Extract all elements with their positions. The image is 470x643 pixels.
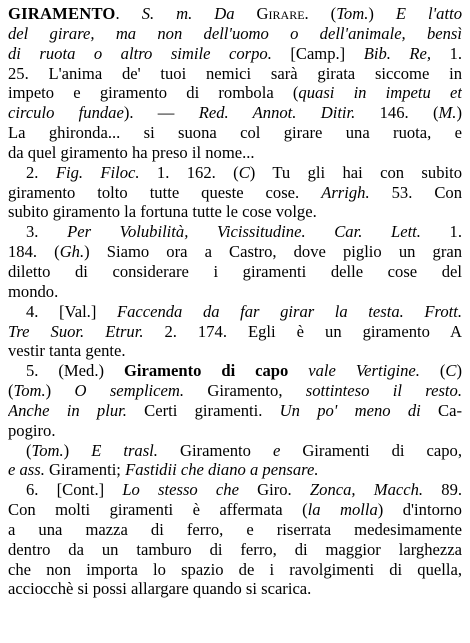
entry-text: subito giramento la fortuna tutte le cose volge. <box>8 202 317 222</box>
entry-text: S. m. Da <box>141 4 257 23</box>
entry-line <box>8 4 462 24</box>
entry-text: Tom. <box>31 440 64 460</box>
entry-text: E l'atto <box>395 4 462 23</box>
entry-line <box>8 500 462 520</box>
entry-text: C <box>238 162 250 182</box>
entry-line <box>8 361 462 381</box>
entry-line <box>8 83 462 103</box>
entry-text: Tre Suor. Etrur. <box>8 321 144 341</box>
entry-line <box>8 222 462 242</box>
entry-text: 146. ( <box>355 103 439 123</box>
entry-text: del girare, ma non dell'uomo o dell'animale, bensì <box>8 23 462 43</box>
entry-text: 3. <box>26 222 68 242</box>
entry-text: ). — <box>123 103 199 123</box>
entry-line <box>8 381 462 401</box>
entry-line <box>8 421 462 441</box>
entry-line <box>8 242 462 262</box>
entry-line <box>8 520 462 540</box>
entry-text: ) <box>456 361 462 381</box>
entry-text: Red. Annot. Ditir. <box>198 103 356 123</box>
entry-text: e <box>272 440 281 460</box>
entry-text: . ( <box>304 4 337 23</box>
entry-text: ) <box>368 4 396 23</box>
entry-text: 89. <box>423 480 462 500</box>
entry-line <box>8 401 462 421</box>
entry-text: giramento tolto tutte queste cose. <box>8 182 322 202</box>
entry-text: la molla <box>307 500 378 520</box>
entry-line <box>8 64 462 84</box>
entry-text: ( <box>8 381 14 401</box>
entry-line <box>8 183 462 203</box>
entry-text <box>288 361 308 380</box>
entry-text: vale Vertigine. <box>308 361 420 381</box>
entry-text: 53. Con <box>369 182 462 202</box>
entry-text: diletto di considerare i giramenti delle cose del <box>8 261 462 281</box>
entry-text: ) <box>456 103 462 123</box>
entry-line <box>8 441 462 461</box>
entry-text: M. <box>438 103 457 123</box>
entry-text: e ass. <box>8 460 45 480</box>
entry-text: 5. (Med.) <box>26 361 124 381</box>
entry-text: Zonca, Macch. <box>309 480 424 500</box>
entry-text: Girare <box>256 4 305 23</box>
entry-headword: GIRAMENTO <box>8 4 116 23</box>
entry-text: Un po' meno di <box>279 400 421 420</box>
entry-text: Anche in plur. <box>8 400 127 420</box>
entry-line <box>8 163 462 183</box>
entry-text: ( <box>419 361 446 381</box>
entry-text: Fastidii che diano a pensare. <box>125 460 319 480</box>
entry-text: Certi giramenti. <box>126 400 280 420</box>
entry-line <box>8 560 462 580</box>
entry-line <box>8 262 462 282</box>
entry-text: Giramento, <box>184 381 306 401</box>
entry-text: Lo stesso che <box>122 480 239 500</box>
entry-text: 6. [Cont.] <box>26 480 123 500</box>
entry-text: vestir tanta gente. <box>8 341 126 361</box>
entry-text: Ca- <box>420 400 462 420</box>
entry-text: Giro. <box>238 480 310 500</box>
entry-text: circulo fundae <box>8 103 124 123</box>
entry-text: dentro da un tamburo di ferro, di maggior larghezza <box>8 539 462 559</box>
entry-text: 4. [Val.] <box>26 301 117 321</box>
entry-text: 1. 162. ( <box>139 162 239 182</box>
dictionary-entry-giramento <box>8 4 462 599</box>
entry-line <box>8 24 462 44</box>
entry-text: 25. L'anima de' tuoi nemici sarà girata siccome in <box>8 63 462 83</box>
entry-text: O semplicem. <box>74 381 185 401</box>
entry-text: impeto e giramento di rombola ( <box>8 83 299 103</box>
entry-text: a una mazza di ferro, e riserrata medesimamente <box>8 519 462 539</box>
entry-text: Giramenti; <box>44 460 126 480</box>
entry-text: 1. <box>431 43 462 63</box>
entry-text: Giramento <box>157 440 273 460</box>
entry-text: Bib. Re, <box>363 43 432 63</box>
entry-text: Tom. <box>13 381 46 401</box>
entry-text: da quel giramento ha preso il nome... <box>8 142 255 162</box>
entry-text: C <box>445 361 457 381</box>
entry-text: La ghironda... si suona col girare una ruota, e <box>8 123 462 143</box>
entry-text: [Camp.] <box>271 43 364 63</box>
entry-text: mondo. <box>8 281 59 301</box>
entry-text: E trasl. <box>91 440 158 460</box>
entry-line <box>8 579 462 599</box>
entry-line <box>8 143 462 163</box>
entry-line <box>8 540 462 560</box>
entry-text: Fig. Filoc. <box>55 162 140 182</box>
entry-text: Gh. <box>59 242 85 262</box>
entry-line <box>8 302 462 322</box>
entry-line <box>8 460 462 480</box>
entry-text: pogiro. <box>8 420 56 440</box>
entry-text: di ruota o altro simile corpo. <box>8 43 272 63</box>
entry-line <box>8 282 462 302</box>
entry-line <box>8 480 462 500</box>
entry-text: ) d'intorno <box>377 500 462 520</box>
entry-text: sottinteso il resto. <box>305 381 462 401</box>
entry-line <box>8 103 462 123</box>
entry-line <box>8 341 462 361</box>
entry-text: Tom. <box>336 4 369 23</box>
entry-text: Arrigh. <box>321 182 370 202</box>
entry-text: 2. 174. Egli è un giramento A <box>143 321 462 341</box>
entry-line <box>8 202 462 222</box>
entry-text: ) Tu gli hai con subito <box>249 162 462 182</box>
entry-text: 2. <box>26 162 56 182</box>
entry-text: Con molti giramenti è affermata ( <box>8 500 308 520</box>
entry-text: Faccenda da far girar la testa. Frott. <box>116 301 462 321</box>
entry-text: ( <box>26 440 32 460</box>
entry-line <box>8 123 462 143</box>
entry-text: Giramento di capo <box>123 361 289 381</box>
entry-line <box>8 44 462 64</box>
entry-text: ) Siamo ora a Castro, dove piglio un gran <box>84 242 462 262</box>
entry-text: 1. <box>420 222 462 242</box>
entry-text: quasi in impetu et <box>298 83 462 103</box>
entry-text: . <box>115 4 142 23</box>
entry-text: Per Volubilità, Vicissitudine. Car. Lett. <box>67 222 421 242</box>
entry-text: Giramenti di capo, <box>280 440 462 460</box>
entry-line <box>8 322 462 342</box>
entry-text: ) <box>45 381 75 401</box>
entry-text: acciocchè si possi allargare quando si scarica. <box>8 579 312 599</box>
entry-text: ) <box>63 440 92 460</box>
entry-text: che non importa lo spazio de i ravolgimenti di quella, <box>8 559 462 579</box>
entry-text: 184. ( <box>8 242 60 262</box>
